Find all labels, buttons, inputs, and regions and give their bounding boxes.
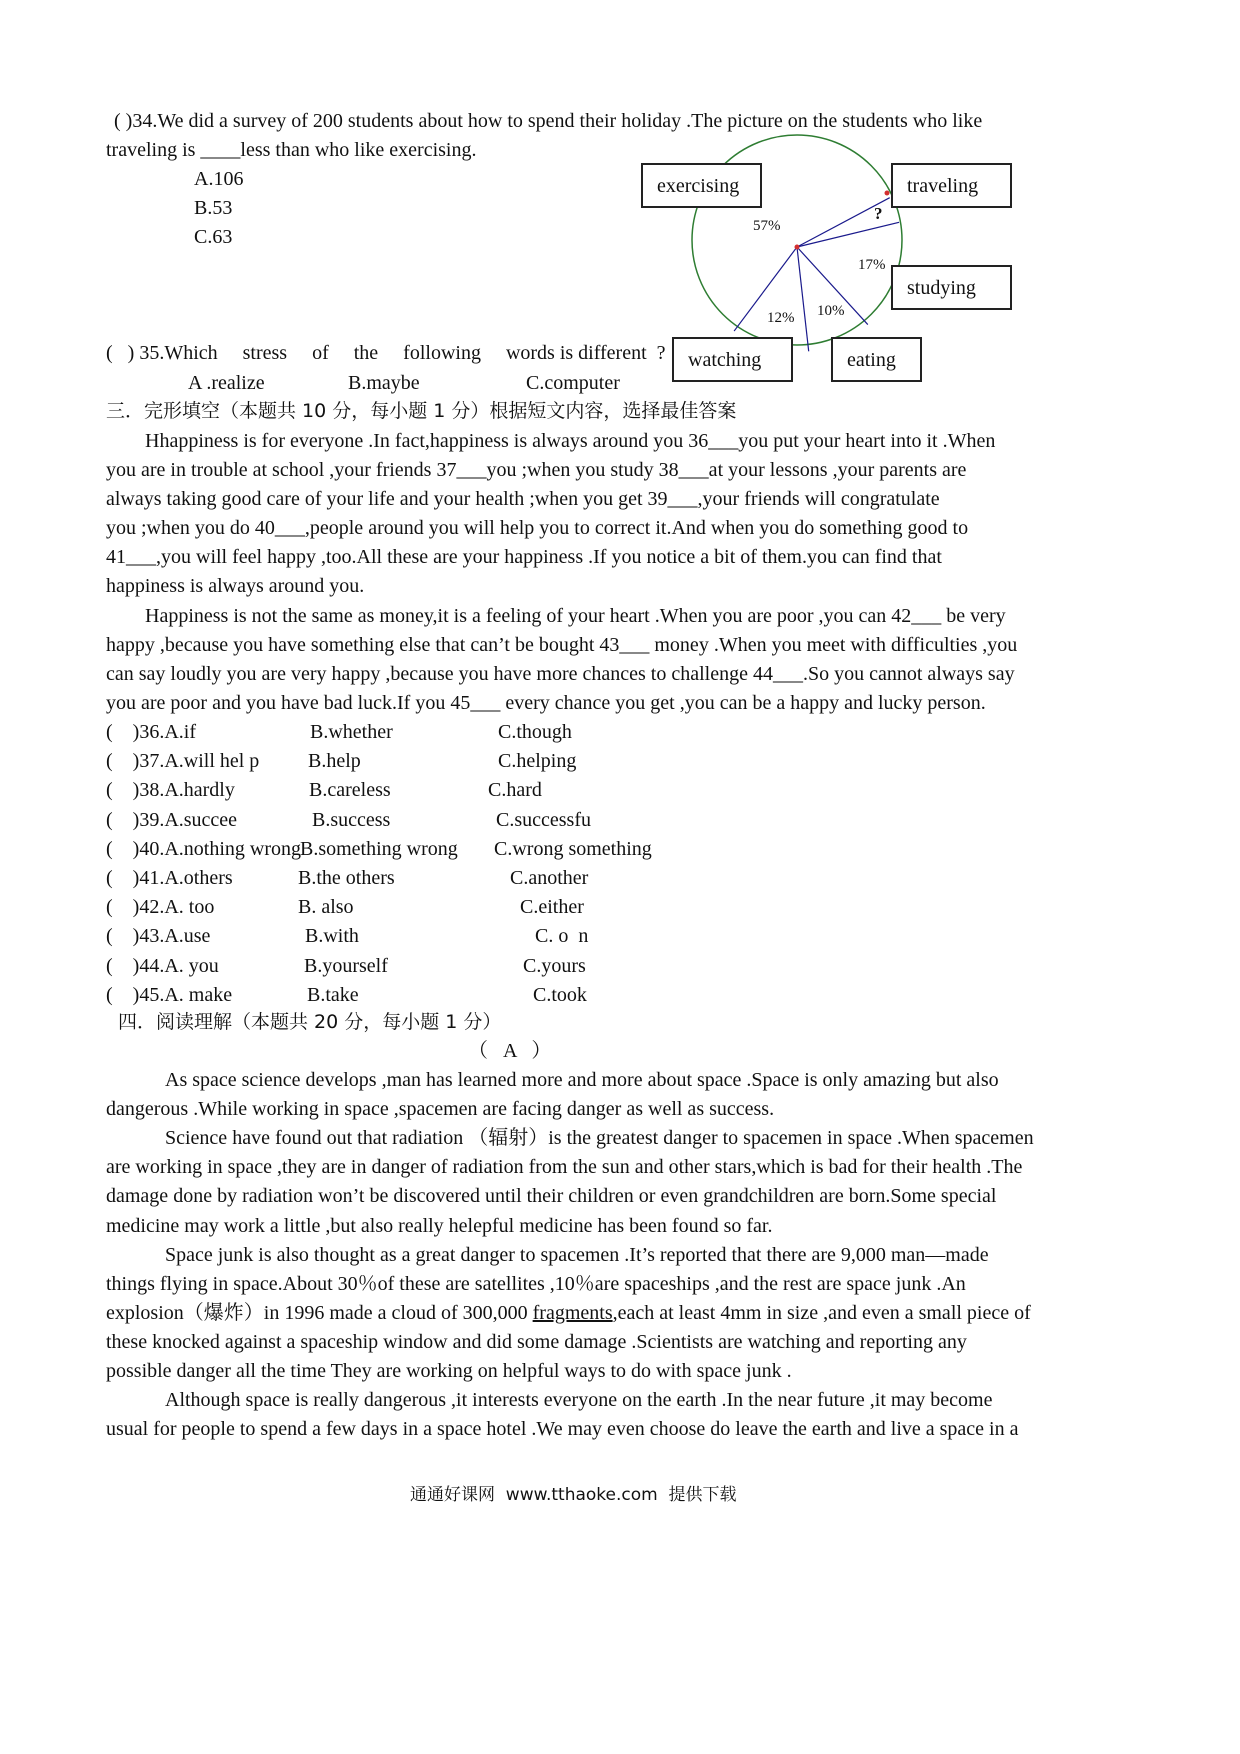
reading-line: [165, 1126, 1034, 1150]
underlined-word: fragments: [532, 1301, 613, 1324]
cloze-line: can say loudly you are very happy ,because you have more chances to challenge 44___.So you cannot always say: [106, 663, 1015, 685]
cloze-line: you are poor and you have bad luck.If you 45___ every chance you get ,you can be a happy and lucky person.: [106, 692, 986, 714]
reading-line-text: damage done by radiation won’t be discovered until their children or even grandchildren are born.Some special: [106, 1185, 997, 1208]
legend-box-eating: eating: [831, 337, 922, 382]
reading-line-text: possible danger all the time They are working on helpful ways to do with space junk .: [106, 1360, 792, 1382]
q35-question: ( ) 35.Which stress of the following words is different ?: [106, 342, 666, 364]
choice-option-b: B.with: [305, 925, 359, 948]
choice-option-a: ( )39.A.succee: [106, 808, 238, 831]
legend-box-watching: watching: [672, 337, 793, 382]
reading-line-text: dangerous .While working in space ,spacemen are facing danger as well as success.: [106, 1098, 775, 1121]
choice-option-b: B. also: [298, 896, 354, 919]
choice-option-b: B.take: [307, 983, 359, 1006]
cloze-line: happy ,because you have something else that can’t be bought 43___ money .When you meet with difficulties ,you: [106, 634, 1018, 656]
reading-line: [106, 1097, 774, 1121]
legend-box-exercising: exercising: [641, 163, 762, 208]
choice-option-a: ( )37.A.will hel p: [106, 750, 260, 773]
q34-option-a: A.106: [194, 168, 244, 190]
choice-option-c: C.helping: [498, 750, 577, 773]
choice-option-a: ( )45.A. make: [106, 983, 233, 1006]
legend-box-traveling: traveling: [891, 163, 1012, 208]
reading-line-text: Although space is really dangerous ,it interests everyone on the earth .In the near future ,it may become: [165, 1389, 993, 1412]
reading-line: [106, 1359, 792, 1383]
section3-title: 三．完形填空（本题共 10 分，每小题 1 分）根据短文内容，选择最佳答案: [106, 400, 737, 422]
pie-label-studying-percent: 17%: [858, 257, 886, 273]
choice-option-c: C.either: [520, 896, 584, 919]
choice-option-c: C.successfu: [496, 808, 591, 831]
cloze-line: always taking good care of your life and your health ;when you get 39___,your friends will congratulate: [106, 488, 940, 510]
q34-option-c: C.63: [194, 226, 233, 248]
reading-line-text: usual for people to spend a few days in a space hotel .We may even choose do leave the earth and live a space in a: [106, 1418, 1019, 1441]
q35-option-a: A .realize: [188, 372, 265, 394]
reading-line-text: are working in space ,they are in danger of radiation from the sun and other stars,which is bad for their health .The: [106, 1156, 1023, 1179]
choice-option-b: B.help: [308, 750, 361, 773]
q35-option-c: C.computer: [526, 372, 620, 394]
cloze-line: 41___,you will feel happy ,too.All these are your happiness .If you notice a bit of them.you can find that: [106, 546, 942, 568]
reading-line: [165, 1068, 999, 1092]
choice-option-c: C.took: [533, 983, 587, 1006]
q34-line2: traveling is ____less than who like exercising.: [106, 139, 477, 161]
reading-line: [165, 1243, 989, 1267]
cloze-line: you are in trouble at school ,your friends 37___you ;when you study 38___at your lessons ,your parents are: [106, 459, 967, 481]
pie-slice-boundary: [797, 247, 809, 351]
reading-line: [106, 1301, 1031, 1325]
pie-edge-dot: [885, 191, 890, 196]
choice-option-b: B.careless: [309, 779, 391, 802]
pie-label-exercising-percent: 57%: [753, 218, 781, 234]
q34-option-b: B.53: [194, 197, 233, 219]
reading-line-text: Space junk is also thought as a great danger to spacemen .It’s reported that there are 9,000 man—made: [165, 1243, 989, 1266]
reading-line: [106, 1214, 772, 1238]
reading-line: [165, 1388, 993, 1412]
choice-option-b: B.the others: [298, 867, 395, 889]
choice-option-a: ( )38.A.hardly: [106, 779, 235, 802]
choice-option-b: B.something wrong: [300, 837, 458, 860]
q34-line1: ( )34.We did a survey of 200 students about how to spend their holiday .The picture on the students who like: [114, 110, 983, 132]
choice-option-c: C.yours: [523, 954, 586, 977]
choice-option-b: B.success: [312, 808, 391, 831]
choice-option-a: ( )44.A. you: [106, 954, 219, 977]
reading-line: [106, 1155, 1022, 1179]
reading-line-text: Science have found out that radiation （辐射）is the greatest danger to spacemen in space .When spacemen: [165, 1127, 1034, 1150]
choice-option-c: C.hard: [488, 779, 542, 802]
choice-option-b: B.whether: [310, 721, 393, 743]
choice-option-b: B.yourself: [304, 954, 388, 977]
choice-option-a: ( )42.A. too: [106, 896, 215, 919]
reading-line-tail: ,each at least 4mm in size ,and even a small piece of: [612, 1301, 1031, 1324]
pie-label-traveling-percent: ?: [874, 204, 883, 223]
reading-line: [106, 1272, 966, 1296]
pie-chart: [0, 0, 1240, 460]
reading-line-text: things flying in space.About 30％of these are satellites ,10％are spaceships ,and the rest are space junk .An: [106, 1272, 966, 1295]
cloze-line: Hhappiness is for everyone .In fact,happiness is always around you 36___you put your heart into it .When: [145, 430, 996, 452]
reading-line-text: As space science develops ,man has learned more and more about space .Space is only amazing but also: [165, 1069, 999, 1091]
pie-slice-boundary: [797, 222, 899, 247]
cloze-line: happiness is always around you.: [106, 575, 365, 597]
cloze-line: you ;when you do 40___,people around you will help you to correct it.And when you do something good to: [106, 517, 969, 539]
reading-line: [106, 1184, 996, 1208]
choice-option-a: ( )41.A.others: [106, 867, 233, 889]
legend-box-studying: studying: [891, 265, 1012, 310]
reading-line-text: explosion（爆炸）in 1996 made a cloud of 300,000: [106, 1301, 533, 1324]
choice-option-c: C.wrong something: [494, 837, 652, 860]
choice-option-a: ( )40.A.nothing wrong: [106, 837, 301, 860]
reading-line-text: these knocked against a spaceship window and did some damage .Scientists are watching and reporting any: [106, 1330, 967, 1353]
passage-label: （ A ）: [468, 1040, 552, 1062]
reading-line: [106, 1330, 967, 1354]
choice-option-c: C. o n: [535, 925, 589, 948]
reading-line: [106, 1417, 1018, 1441]
reading-line-text: medicine may work a little ,but also really helepful medicine has been found so far.: [106, 1214, 773, 1237]
cloze-line: Happiness is not the same as money,it is a feeling of your heart .When you are poor ,you can 42___ be very: [145, 605, 1006, 627]
section4-title: 四．阅读理解（本题共 20 分，每小题 1 分）: [118, 1011, 502, 1033]
q35-option-b: B.maybe: [348, 372, 420, 394]
footer: 通通好课网 www.tthaoke.com 提供下载: [410, 1485, 737, 1505]
choice-option-a: ( )36.A.if: [106, 721, 196, 743]
pie-label-eating-percent: 10%: [817, 303, 845, 319]
choice-option-a: ( )43.A.use: [106, 925, 211, 948]
pie-label-watching-percent: 12%: [767, 310, 795, 326]
choice-option-c: C.though: [498, 721, 572, 743]
choice-option-c: C.another: [510, 867, 589, 889]
pie-center: [795, 245, 800, 250]
